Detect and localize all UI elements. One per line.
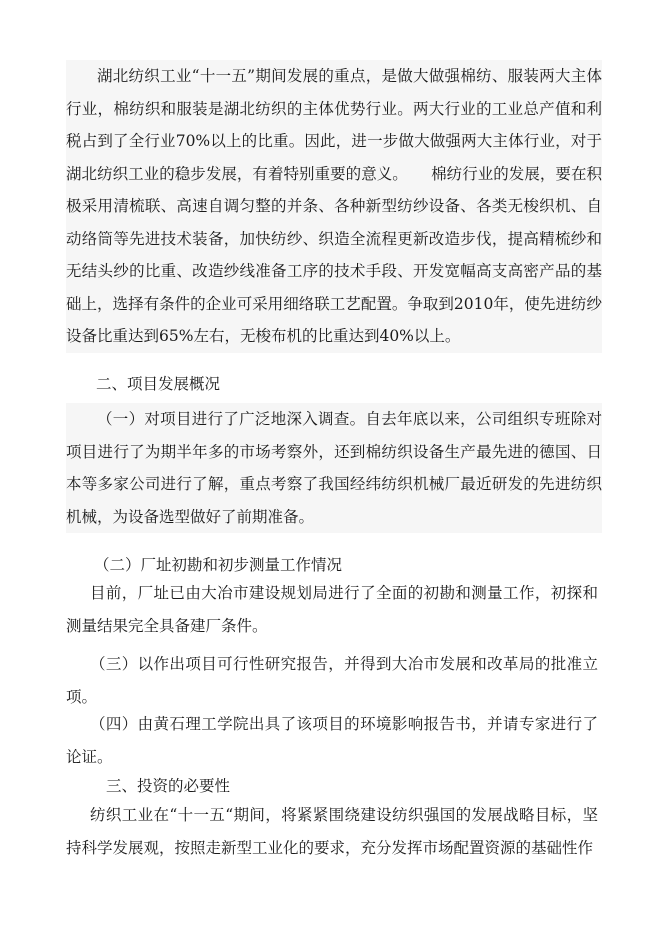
- paragraph-project-investigation: （一）对项目进行了广泛地深入调查。自去年底以来，公司组织专班除对项目进行了为期半年多的市场考察外，还到棉纺织设备生产最先进的德国、日本等多家公司进行了解，重点考察了我国经纬纺织机械厂最近研发的先进纺织机械，为设备选型做好了前期准备。: [66, 403, 602, 533]
- section-heading-project-overview: 二、项目发展概况: [96, 375, 221, 393]
- subheading-site-survey: （二）厂址初勘和初步测量工作情况: [94, 556, 343, 574]
- paragraph-environmental-report: （四）由黄石理工学院出具了该项目的环境影响报告书，并请专家进行了论证。: [66, 715, 598, 766]
- paragraph-textile-industry-plan: 纺织工业在“十一五“期间，将紧紧围绕建设纺织强国的发展战略目标，坚持科学发展观，按照走新型工业化的要求，充分发挥市场配置资源的基础性作: [66, 806, 598, 857]
- paragraph-feasibility-report: （三）以作出项目可行性研究报告，并得到大冶市发展和改革局的批准立项。: [66, 655, 598, 706]
- section-heading-investment-necessity: 三、投资的必要性: [106, 777, 231, 795]
- paragraph-cotton-textile-focus: 湖北纺织工业“十一五”期间发展的重点，是做大做强棉纺、服装两大主体行业，棉纺织和服装是湖北纺织的主体优势行业。两大行业的工业总产值和利税占到了全行业70%以上的比重。因此，进一步做大做强两大主体行业，对于湖北纺织工业的稳步发展，有着特别重要的意义。 棉纺行业的发展，要在积极采用清梳联、高速自调匀整的并条、各种新型纺纱设备、各类无梭织机、自动络筒等先进技术装备，加快纺纱、织造全流程更新改造步伐，提高精梳纱和无结头纱的比重、改造纱线准备工序的技术手段、开发宽幅高支高密产品的基础上，选择有条件的企业可采用细络联工艺配置。争取到2010年，使先进纺纱设备比重达到65%左右，无梭布机的比重达到40%以上。: [66, 60, 602, 353]
- paragraph-site-survey-result: 目前，厂址已由大冶市建设规划局进行了全面的初勘和测量工作，初探和测量结果完全具备建厂条件。: [66, 584, 598, 635]
